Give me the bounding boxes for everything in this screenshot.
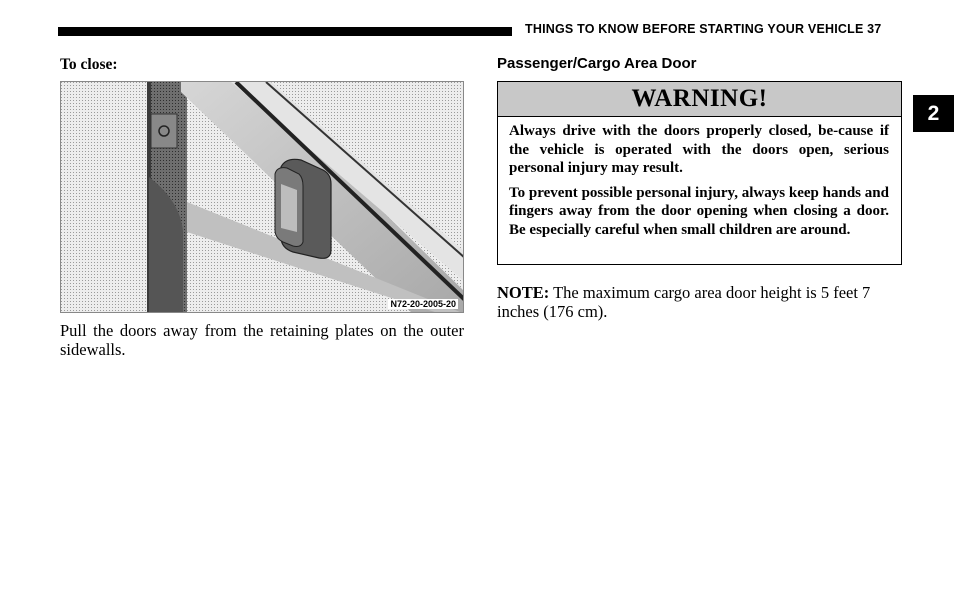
section-heading-to-close: To close: [60, 56, 118, 73]
note-text: The maximum cargo area door height is 5 feet 7 inches (176 cm). [497, 283, 871, 321]
warning-paragraph: Always drive with the doors properly closed, be-cause if the vehicle is operated with the doors open, serious personal injury may result. [509, 123, 889, 177]
close-instructions-paragraph: Pull the doors away from the retaining plates on the outer sidewalls. [60, 321, 464, 359]
note-label: NOTE: [497, 283, 550, 302]
figure-code: N72-20-2005-20 [390, 299, 456, 309]
header-rule [58, 27, 512, 36]
chapter-tab: 2 [913, 95, 954, 132]
warning-body [498, 117, 901, 240]
note-paragraph [497, 283, 902, 321]
running-header: THINGS TO KNOW BEFORE STARTING YOUR VEHICLE 37 [525, 22, 882, 36]
door-figure [60, 81, 464, 313]
warning-box [497, 81, 902, 265]
warning-title: WARNING! [498, 82, 901, 117]
warning-paragraph: To prevent possible personal injury, always keep hands and fingers away from the door opening when closing a door. Be especially careful when small children are around. [509, 184, 889, 238]
door-retaining-plate-illustration [61, 82, 464, 313]
section-heading-passenger-cargo-door: Passenger/Cargo Area Door [497, 55, 697, 72]
